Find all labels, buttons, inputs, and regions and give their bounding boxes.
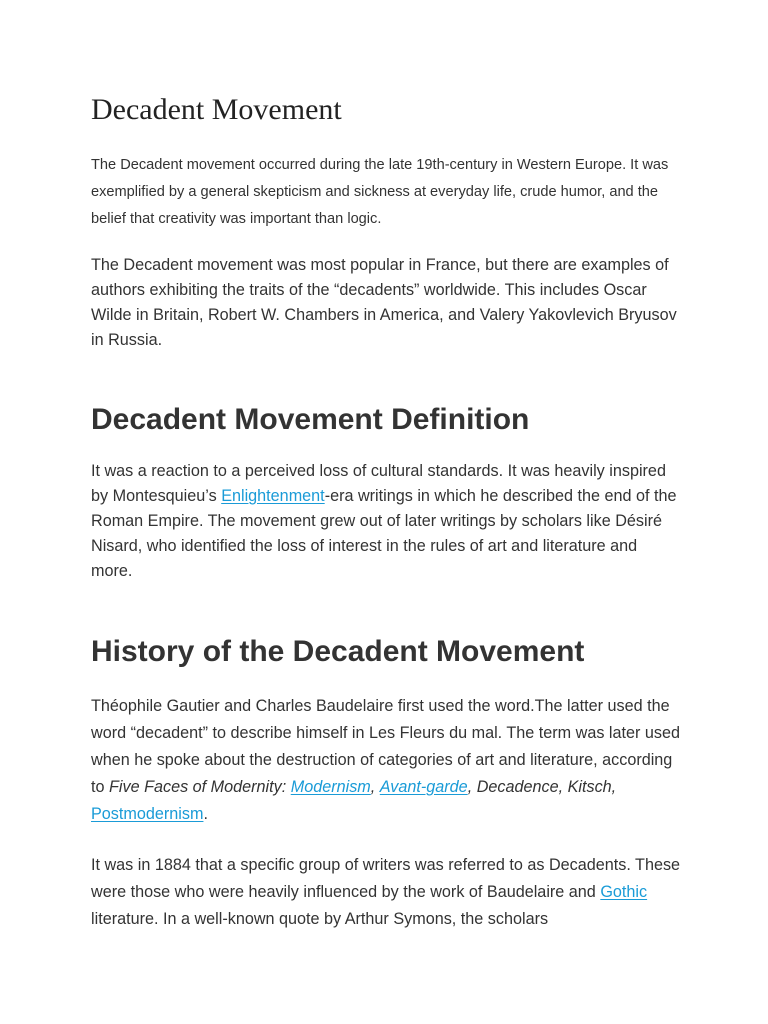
definition-text-end: -era writings in which he described the end of the Roman Empire. The movement grew out of later writings by scholars like Désiré Nisard, who identified the loss of interest in the rules of art and literature and more. (91, 487, 677, 580)
intro-paragraph: The Decadent movement occurred during the late 19th-century in Western Europe. It was exemplified by a general skepticism and sickness at everyday life, crude humor, and the belief that creativity was important than logic. (91, 157, 669, 227)
modernism-link[interactable]: Modernism (290, 778, 371, 796)
definition-text-start: It was a reaction to a perceived loss of cultural standards. It was heavily inspired by Montesquieu’s (91, 462, 666, 505)
enlightenment-link[interactable]: Enlightenment (221, 487, 325, 505)
paragraph-history-1 (91, 693, 681, 828)
history-2-text-start: It was in 1884 that a specific group of writers was referred to as Decadents. These were those who were heavily influenced by the work of Baudelaire and (91, 856, 681, 901)
heading-definition: Decadent Movement Definition (91, 403, 530, 436)
period: . (203, 805, 208, 823)
paragraph-definition (91, 459, 681, 584)
heading-history: History of the Decadent Movement (91, 635, 585, 668)
history-text-start: Théophile Gautier and Charles Baudelaire first used the word.The latter used the word “decadent” to describe himself in Les Fleurs du mal. The term was later used when he spoke about the destruction of categories of art and literature, according to (91, 697, 681, 796)
page-title: Decadent Movement (91, 93, 342, 126)
gothic-link[interactable]: Gothic (600, 883, 648, 901)
postmodernism-link[interactable]: Postmodernism (91, 805, 204, 823)
book-title-continued: , Decadence, Kitsch, (467, 778, 617, 796)
history-2-text-end: literature. In a well-known quote by Arthur Symons, the scholars (91, 910, 549, 928)
comma: , (370, 778, 376, 796)
paragraph-popularity: The Decadent movement was most popular in France, but there are examples of authors exhibiting the traits of the “decadents” worldwide. This includes Oscar Wilde in Britain, Robert W. Chambers in America, and Valery Yakovlevich Bryusov in Russia. (91, 256, 677, 349)
book-title: Five Faces of Modernity: (109, 778, 287, 796)
avant-garde-link[interactable]: Avant-garde (379, 778, 468, 796)
paragraph-history-2 (91, 852, 681, 933)
